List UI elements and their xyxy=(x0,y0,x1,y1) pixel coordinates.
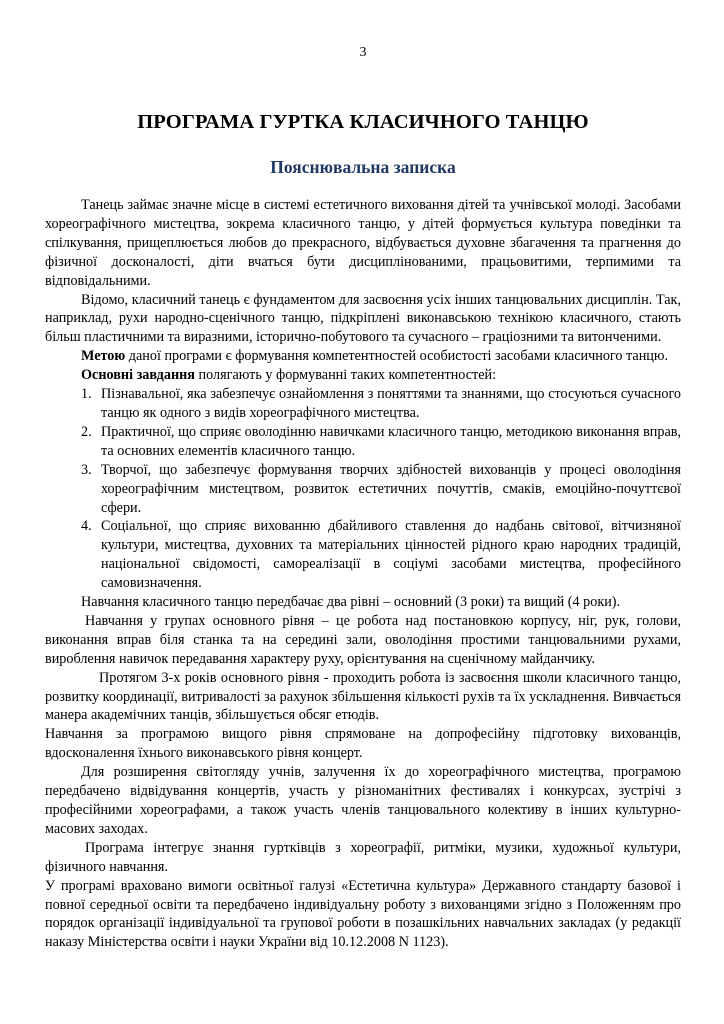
list-item-number: 1. xyxy=(81,386,92,403)
list-item xyxy=(81,423,681,461)
list-item-text: Соціальної, що сприяє вихованню дбайливого ставлення до надбань світової, вітчизняної культури, мистецтва, духовних та матеріальних цінностей рідного краю народних традицій, національної свідомості, самореалізації в соціумі засобами мистецтва, професійного самовизначення. xyxy=(101,518,681,592)
paragraph-standard: У програмі враховано вимоги освітньої галузі «Естетична культура» Державного стандарту базової і повної середньої освіти та передбачено індивідуальну роботу з вихованцями згідно з Положенням про порядок організації індивідуальної та групової роботи в позашкільних навчальних закладах (у редакції наказу Міністерства освіти і науки України від 10.12.2008 N 1123). xyxy=(45,877,681,951)
list-item-number: 2. xyxy=(81,423,92,440)
list-item xyxy=(81,461,681,518)
paragraph-tasks-intro xyxy=(45,366,681,385)
list-item-text: Творчої, що забезпечує формування творчих здібностей вихованців у процесі оволодіння хореографічним мистецтвом, розвиток естетичних почуттів, смаків, емоційно-почуттєвої сфери. xyxy=(101,461,681,516)
page-title: ПРОГРАМА ГУРТКА КЛАСИЧНОГО ТАНЦЮ xyxy=(137,111,589,133)
list-item-text: Практичної, що сприяє оволодінню навичками класичного танцю, методикою виконання вправ, та основних елементів класичного танцю. xyxy=(101,423,681,459)
section-subtitle: Пояснювальна записка xyxy=(270,157,456,177)
goal-text: даної програми є формування компетентностей особистості засобами класичного танцю. xyxy=(125,348,669,365)
page-number: 3 xyxy=(359,45,367,60)
goal-label: Метою xyxy=(81,348,126,365)
list-item-number: 4. xyxy=(81,518,92,535)
paragraph-three-years: Протягом 3-х років основного рівня - проходить робота із засвоєння школи класичного танцю, розвитку координації, витривалості за рахунок збільшення кількості рухів та їх ускладнення. Вивчається манера академічних танців, збільшується обсяг етюдів. xyxy=(45,669,681,724)
list-item-number: 3. xyxy=(81,461,92,478)
paragraph-levels: Навчання класичного танцю передбачає два рівні – основний (3 роки) та вищий (4 роки). xyxy=(81,594,621,611)
tasks-label: Основні завдання xyxy=(81,367,195,384)
list-item xyxy=(81,517,681,593)
paragraph-basic-level: Навчання у групах основного рівня – це робота над постановкою корпусу, ніг, рук, голови, виконання вправ біля станка та на середині зали, оволодіння простими танцювальними рухами, вироблення навичок передавання характеру руху, орієнтування на сценічному майданчику. xyxy=(45,612,681,667)
paragraph-goal xyxy=(45,347,681,366)
competencies-list xyxy=(45,385,681,593)
paragraph-advanced-level: Навчання за програмою вищого рівня спрямоване на допрофесійну підготовку вихованців, вдосконалення їхнього виконавського рівня концерт. xyxy=(45,726,681,762)
paragraph-worldview: Для розширення світогляду учнів, залучення їх до хореографічного мистецтва, програмою передбачено відвідування концертів, участь у різноманітних фестивалях і конкурсах, зустрічі з професійними хореографами, а також участь членів танцювального колективу в інших культурно-масових заходах. xyxy=(45,764,681,837)
list-item xyxy=(81,385,681,423)
tasks-intro-text: полягають у формуванні таких компетентностей: xyxy=(194,367,497,384)
paragraph-foundation: Відомо, класичний танець є фундаментом для засвоєння усіх інших танцювальних дисциплін. Так, наприклад, рухи народно-сценічного танцю, підкріплені виконавською технікою класичного, стають більш пластичними та виразними, історично-побутового та сучасного – граціозними та витонченими. xyxy=(45,291,681,346)
paragraph-intro: Танець займає значне місце в системі естетичного виховання дітей та учнівської молоді. Засобами хореографічного мистецтва, зокрема класичного танцю, у дітей формується культура поведінки та спілкування, прищеплюється любов до прекрасного, відбувається духовне збагачення та прагнення до фізичної досконалості, діти вчаться бути дисциплінованими, працьовитими, терпимими та відповідальними. xyxy=(45,197,681,289)
paragraph-integration: Програма інтегрує знання гуртківців з хореографії, ритміки, музики, художньої культури, фізичного навчання. xyxy=(45,839,681,875)
list-item-text: Пізнавальної, яка забезпечує ознайомлення з поняттями та знаннями, що стосуються сучасного танцю як одного з видів хореографічного мистецтва. xyxy=(101,386,681,421)
